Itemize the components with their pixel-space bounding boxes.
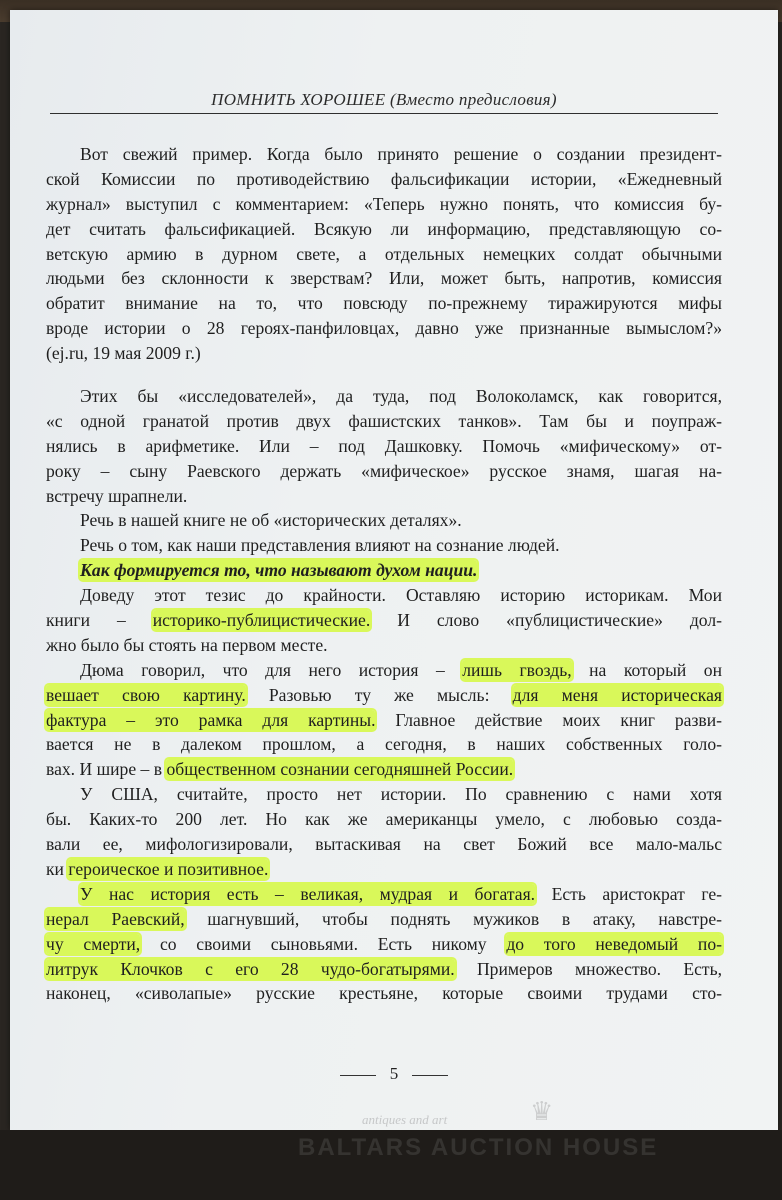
text-line: ветскую армию в дурном свете, а отдельных немецких солдат обычными	[46, 243, 722, 264]
page-number	[10, 1064, 778, 1084]
text-line: вешает свою картину. Разовью ту же мысль: для меня историческая	[46, 684, 722, 705]
text-line: ской Комиссии по противодействию фальсификации истории, «Ежедневный	[46, 168, 722, 189]
highlighted-text: чу смерти,	[46, 933, 141, 954]
highlighted-text: вешает свою картину.	[46, 684, 246, 705]
text-line: «с одной гранатой против двух фашистских танков». Там бы и поупраж-	[46, 410, 722, 431]
highlighted-text: героическое и позитивное.	[68, 858, 269, 879]
text-line: книги – историко-публицистические. И слово «публицистические» дол-	[46, 610, 722, 631]
text-line: фактура – это рамка для картины. Главное действие моих книг разви-	[46, 709, 722, 730]
text-line: встречу шрапнели.	[46, 485, 188, 506]
text-line: людьми без склонности к зверствам? Или, может быть, напротив, комиссия	[46, 268, 722, 289]
text-line: вроде истории о 28 героях-панфиловцах, давно уже признанные вымыслом?»	[46, 318, 722, 339]
text-line: вали ее, мифологизировали, вытаскивая на свет Божий все мало-мальс	[46, 834, 722, 855]
text-line: ки героическое и позитивное.	[46, 858, 269, 879]
text-line: вах. И шире – в общественном сознании сегодняшней России.	[46, 759, 514, 780]
text-line: обратит внимание на то, что повсюду по-прежнему тиражируются мифы	[46, 293, 722, 314]
text-line: вается не в далеком прошлом, а сегодня, в наших собственных голо-	[46, 734, 722, 755]
text-line: литрук Клочков с его 28 чудо-богатырями. Примеров множество. Есть,	[46, 958, 722, 979]
key-statement	[46, 558, 722, 583]
folio-dash-right	[412, 1075, 448, 1076]
highlighted-text: литрук Клочков с его 28 чудо-богатырями.	[46, 958, 455, 979]
text-line: Речь о том, как наши представления влияют на сознание людей.	[80, 535, 560, 556]
text-line: Доведу этот тезис до крайности. Оставляю историю историкам. Мои	[80, 585, 722, 606]
watermark: BALTARS AUCTION HOUSE	[298, 1134, 659, 1161]
text-line: жно было бы стоять на первом месте.	[46, 634, 328, 655]
running-head: ПОМНИТЬ ХОРОШЕЕ (Вместо предисловия)	[211, 90, 557, 109]
text-line: року – сыну Раевского держать «мифическое» русское знамя, шагая на-	[46, 460, 722, 481]
text-line: нялись в арифметике. Или – под Дашковку. Помочь «мифическому» от-	[46, 435, 722, 456]
text-line: Дюма говорил, что для него история – лишь гвоздь, на который он	[80, 659, 723, 680]
highlighted-text: до того неведомый по-	[506, 933, 722, 954]
text-line: Речь в нашей книге не об «исторических деталях».	[80, 510, 462, 531]
highlighted-text: лишь гвоздь,	[462, 659, 572, 680]
paragraph	[46, 384, 722, 508]
page-number-value: 5	[389, 1064, 399, 1083]
highlighted-text: нерал Раевский,	[46, 908, 185, 929]
text-line: бы. Каких-то 200 лет. Но как же американцы умело, с любовью созда-	[46, 809, 722, 830]
text-line: наконец, «сиволапые» русские крестьяне, которые своими трудами сто-	[46, 983, 722, 1004]
highlighted-text: Как формируется то, что называют духом нации.	[80, 560, 478, 581]
folio-dash-left	[340, 1075, 376, 1076]
highlighted-text: для меня историческая	[512, 684, 722, 705]
text-line: Этих бы «исследователей», да туда, под Волоколамск, как говорится,	[80, 386, 722, 407]
crown-icon: ♛	[530, 1097, 554, 1126]
text-line: дет считать фальсификацией. Всякую ли информацию, представляющую со-	[46, 218, 722, 239]
book-page	[10, 10, 778, 1130]
watermark-subtitle: antiques and art	[362, 1112, 448, 1127]
highlighted-text: У нас история есть – великая, мудрая и богатая.	[80, 883, 536, 904]
text-line: У США, считайте, просто нет истории. По сравнению с нами хотя	[80, 784, 722, 805]
highlighted-text: общественном сознании сегодняшней России.	[166, 759, 514, 780]
highlighted-text: историко-публицистические.	[152, 610, 371, 631]
header-rule	[50, 113, 718, 114]
page-body	[46, 142, 722, 1006]
text-line: нерал Раевский, шагнувший, чтобы поднять мужиков в атаку, навстре-	[46, 908, 722, 929]
text-line: чу смерти, со своими сыновьями. Есть никому до того неведомый по-	[46, 933, 722, 954]
text-line: У нас история есть – великая, мудрая и богатая. Есть аристократ ге-	[80, 883, 722, 904]
text-line: Вот свежий пример. Когда было принято решение о создании президент-	[80, 144, 722, 164]
text-line: журнал» выступил с комментарием: «Теперь нужно понять, что комиссия бу-	[46, 193, 722, 214]
paragraph	[46, 142, 722, 366]
highlighted-text: фактура – это рамка для картины.	[46, 709, 376, 730]
text-line: (ej.ru, 19 мая 2009 г.)	[46, 343, 201, 364]
